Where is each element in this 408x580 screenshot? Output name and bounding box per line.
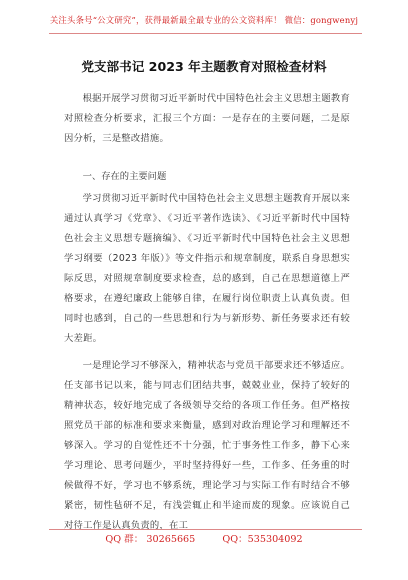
- section-heading: 一、存在的主要问题: [82, 171, 167, 182]
- body-paragraph-2: 一是理论学习不够深入，精神状态与党员干部要求还不够适应。任支部书记以来，能与同志们团结共事，兢兢业业，保持了较好的精神状态，较好地完成了各级领导交给的各项工作任务。但严格按照党员干部的标准和要求来衡量，感到对政治理论学习和理解还不够深入。学习的自觉性还不十分强，忙于事务性工作多，静下心来学习理论、思考问题少，平时坚持得好一些，工作多、任务重的时候做得不好，学习也不够系统，理论学习与实际工作有时结合不够紧密，韧性毡研不足，有浅尝辄止和半途而废的现象。应该说自己对待工作是认真负责的，在工: [64, 360, 350, 531]
- footer: [0, 531, 408, 545]
- header-banner: 关注头条号“公文研究”，获得最新最全最专业的公文资料库！ 微信：gongwenyj: [49, 15, 359, 25]
- body-paragraph-1: 学习贯彻习近平新时代中国特色社会主义思想主题教育开展以来通过认真学习《党章》、《习近平著作选读》、《习近平新时代中国特色社会主义思想专题摘编》、《习近平新时代中国特色社会主义思想学习纲要（2023 年版）》等文件指示和规章制度，联系自身思想实际反思，对照规章制度要求检查，总的感到，自己在思想道德上严格要求，在遵纪廉政上能够自律，在履行岗位职责上认真负责。但同时也感到，自己的一些思想和行为与新形势、新任务要求还有较大差距。: [64, 193, 350, 344]
- document-title: 党支部书记 2023 年主题教育对照检查材料: [81, 59, 327, 74]
- intro-section: [64, 89, 350, 149]
- footer-qq-group: QQ 群： 30265665: [105, 534, 196, 545]
- body-paragraph-1-container: [64, 189, 350, 349]
- footer-qq: QQ：535304092: [222, 534, 303, 545]
- body-paragraph-2-container: [64, 356, 350, 536]
- footer-divider: [49, 529, 362, 530]
- header-divider: [49, 33, 362, 34]
- section-heading-container: [64, 167, 350, 187]
- intro-paragraph: 根据开展学习贯彻习近平新时代中国特色社会主义思想主题教育对照检查分析要求，汇报三个方面：一是存在的主要问题，二是原因分析，三是整改措施。: [64, 93, 350, 144]
